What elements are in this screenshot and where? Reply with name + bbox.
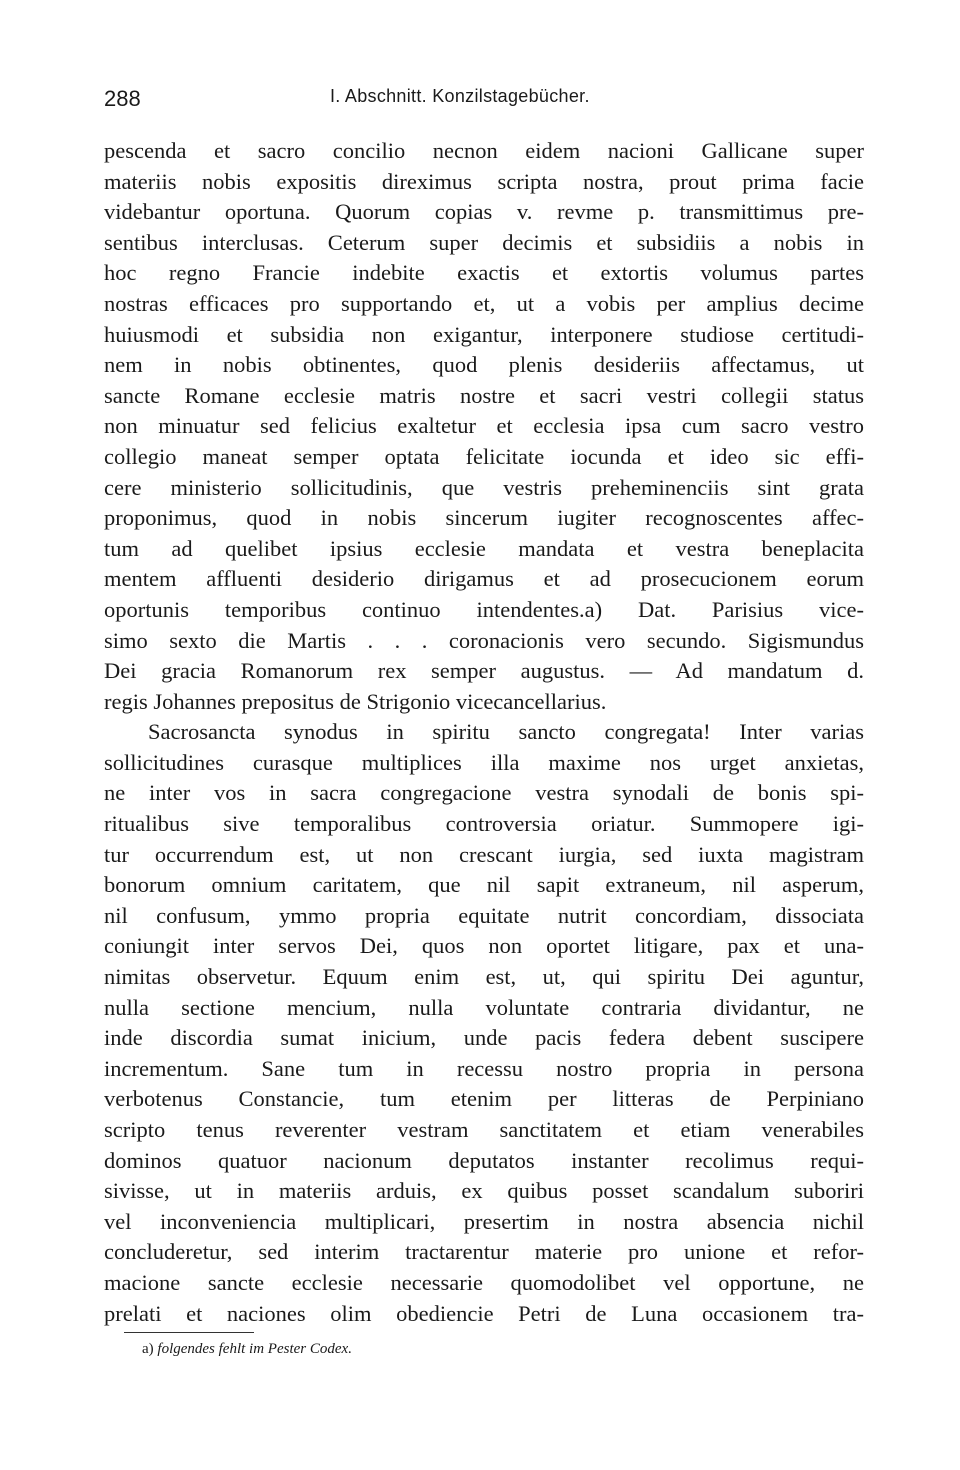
text-line: nil confusum, ymmo propria equitate nutrit concordiam, dissociata [104,902,864,928]
text-line: nimitas observetur. Equum enim est, ut, qui spiritu Dei aguntur, [104,964,864,990]
page-number: 288 [104,86,141,111]
text-line: macione sancte ecclesie necessarie quomodolibet vel opportune, ne [104,1269,864,1295]
text-line: coniungit inter servos Dei, quos non oportet litigare, pax et una- [104,933,864,959]
text-line: concluderetur, sed interim tractarentur materie pro unione et refor- [104,1239,864,1265]
text-line: oportunis temporibus continuo intendentes.a) Dat. Parisius vice- [104,596,864,622]
text-line: nulla sectione mencium, nulla voluntate contraria dividantur, ne [104,994,864,1020]
text-line: prelati et naciones olim obediencie Petri de Luna occasionem tra- [104,1300,864,1326]
text-line: videbantur oportuna. Quorum copias v. revme p. transmittimus pre- [104,199,864,225]
text-line: sivisse, ut in materiis arduis, ex quibus posset scandalum suboriri [104,1178,864,1204]
text-line: incrementum. Sane tum in recessu nostro propria in persona [104,1055,864,1081]
text-line: sollicitudines curasque multiplices illa maxime nos urget anxietas, [104,749,864,775]
page-header [104,86,864,118]
text-line: cere ministerio sollicitudinis, que vestris preheminenciis sint grata [104,474,864,500]
running-head: I. Abschnitt. Konzilstagebücher. [330,86,590,106]
text-line: pescenda et sacro concilio necnon eidem nacioni Gallicane super [104,138,864,163]
text-line: ne inter vos in sacra congregacione vestra synodali de bonis spi- [104,780,864,806]
text-line: nem in nobis obtinentes, quod plenis desideriis affectamus, ut [104,352,864,378]
text-line: Dei gracia Romanorum rex semper augustus. — Ad mandatum d. [104,658,864,684]
text-line: hoc regno Francie indebite exactis et extortis volumus partes [104,260,864,286]
text-line: bonorum omnium caritatem, que nil sapit extraneum, nil asperum, [104,872,864,898]
text-line: dominos quatuor nacionum deputatos instanter recolimus requi- [104,1147,864,1173]
text-line: verbotenus Constancie, tum etenim per litteras de Perpiniano [104,1086,864,1112]
text-line: tum ad quelibet ipsius ecclesie mandata et vestra beneplacita [104,535,864,561]
text-line: mentem affluenti desiderio dirigamus et ad prosecucionem eorum [104,566,864,592]
text-line: scripto tenus reverenter vestram sanctitatem et etiam venerabiles [104,1117,864,1142]
text-line: inde discordia sumat inicium, unde pacis federa debent suscipere [104,1025,864,1051]
text-line: Sacrosancta synodus in spiritu sancto congregata! Inter varias [148,719,864,745]
text-line: non minuatur sed felicius exaltetur et ecclesia ipsa cum sacro vestro [104,413,864,439]
text-line: regis Johannes prepositus de Strigonio vicecancellarius. [104,688,607,714]
document-page [104,0,864,1470]
footnote-text: folgendes fehlt im Pester Codex. [157,1341,352,1357]
text-line: sancte Romane ecclesie matris nostre et sacri vestri collegii status [104,382,864,408]
text-line: collegio maneat semper optata felicitate iocunda et ideo sic effi- [104,443,864,469]
text-line: huiusmodi et subsidia non exigantur, interponere studiose certitudi- [104,321,864,347]
footnote [142,1341,352,1358]
footnote-divider [124,1332,254,1333]
text-line: tur occurrendum est, ut non crescant iurgia, sed iuxta magistram [104,841,864,867]
text-line: materiis nobis expositis direximus scripta nostra, prout prima facie [104,168,864,194]
text-line: nostras efficaces pro supportando et, ut a vobis per amplius decime [104,290,864,316]
text-line: vel inconveniencia multiplicari, presertim in nostra absencia nichil [104,1208,864,1234]
footnote-marker: a) [142,1341,154,1357]
text-line: proponimus, quod in nobis sincerum iugiter recognoscentes affec- [104,505,864,531]
text-line: simo sexto die Martis . . . coronacionis vero secundo. Sigismundus [104,627,864,653]
body-text [104,136,864,1329]
text-line: sentibus interclusas. Ceterum super decimis et subsidiis a nobis in [104,229,864,255]
text-line: ritualibus sive temporalibus controversia oriatur. Summopere igi- [104,811,864,837]
